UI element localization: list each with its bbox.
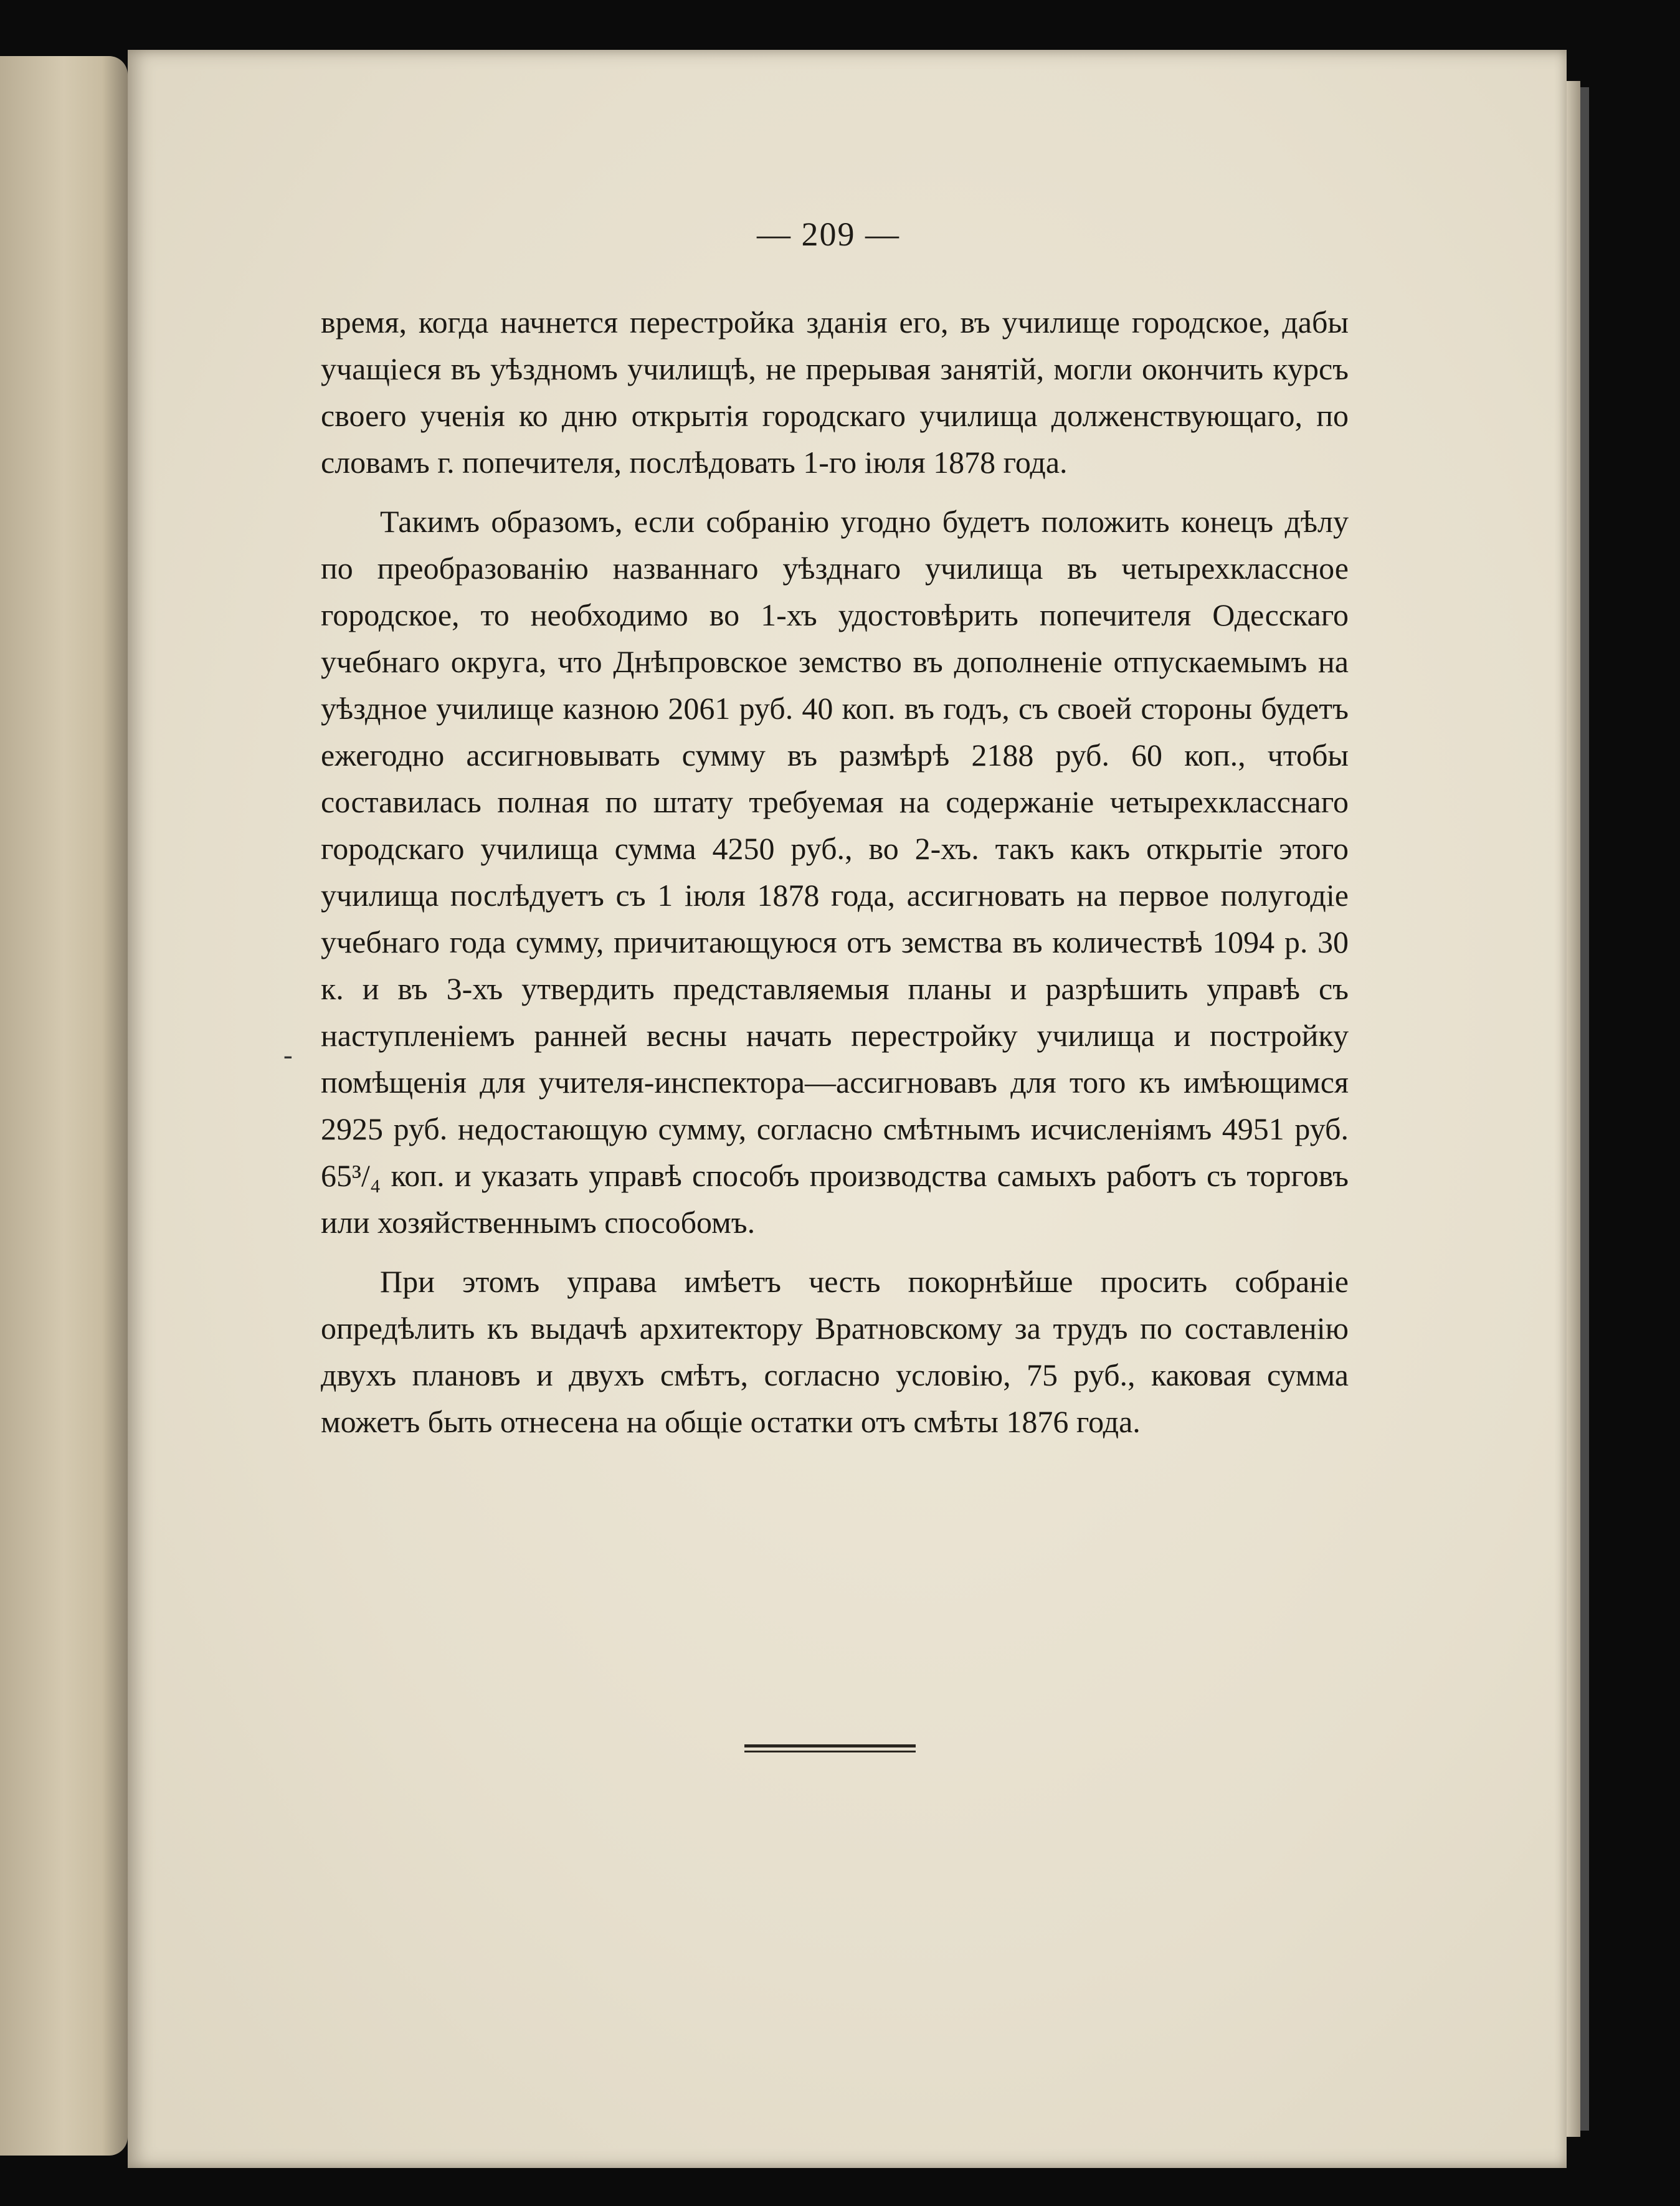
- end-rule-thick-line: [744, 1744, 916, 1747]
- page-number: — 209 —: [757, 216, 900, 253]
- paragraph-2: Такимъ образомъ, если собранію угодно будетъ положить конецъ дѣлу по преобразованію названнаго уѣзднаго училища въ четырехклассное городское, то необходимо во 1-хъ удостовѣрить попечителя Одесскаго учебнаго округа, что Днѣпровское земство въ дополненіе отпускаемымъ на уѣздное училище казною 2061 руб. 40 коп. въ годъ, съ своей стороны будетъ ежегодно ассигновывать сумму въ размѣрѣ 2188 руб. 60 коп., чтобы составилась полная по штату требуемая на содержаніе четырехкласснаго городскаго училища сумма 4250 руб., во 2-хъ. такъ какъ открытіе этого училища послѣдуетъ съ 1 іюля 1878 года, ассигновать на первое полугодіе учебнаго года сумму, причитающуюся отъ земства въ количествѣ 1094 р. 30 к. и въ 3-хъ утвердить представляемыя планы и разрѣшить управѣ съ наступленіемъ ранней весны начать перестройку училища и постройку помѣщенія для учителя-инспектора—ассигновавъ для того къ имѣющимся 2925 руб. недостающую сумму, согласно смѣтнымъ исчисленіямъ 4951 руб. 65³/₄ коп. и указать управѣ способъ производства самыхъ работъ съ торговъ или хозяйственнымъ способомъ.: [321, 504, 1349, 1240]
- left-page-edge: [0, 56, 128, 2156]
- end-rule-thin-line: [744, 1751, 916, 1752]
- paragraph-1: время, когда начнется перестройка зданія его, въ училище городское, дабы учащіеся въ уѣздномъ училищѣ, не прерывая занятій, могли окончить курсъ своего ученія ко дню открытія городскаго училища долженствующаго, по словамъ г. попечителя, послѣдовать 1-го іюля 1878 года.: [321, 305, 1349, 480]
- right-page-edge: [1567, 81, 1580, 2137]
- page-body: [321, 299, 1349, 1458]
- paragraph-3: При этомъ управа имѣетъ честь покорнѣйше просить собраніе опредѣлить къ выдачѣ архитектору Вратновскому за трудъ по составленію двухъ плановъ и двухъ смѣтъ, согласно условію, 75 руб., каковая сумма можетъ быть отнесена на общіе остатки отъ смѣты 1876 года.: [321, 1264, 1349, 1439]
- margin-mark: -: [283, 1040, 293, 1070]
- end-rule: [744, 1744, 916, 1753]
- right-binding-strip: [1580, 87, 1589, 2131]
